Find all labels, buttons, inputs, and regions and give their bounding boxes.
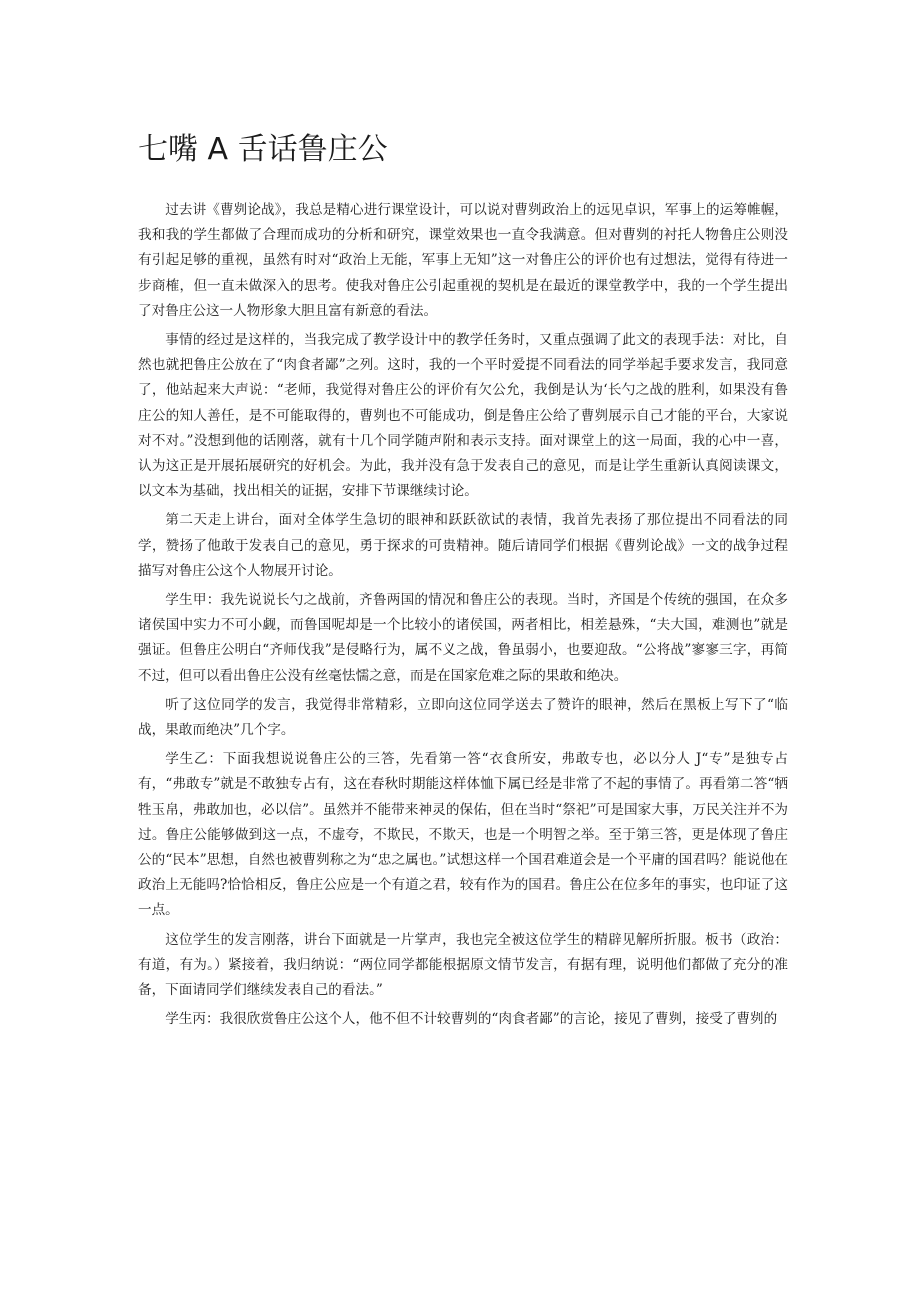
- paragraph-2: 事情的经过是这样的，当我完成了教学设计中的教学任务时，又重点强调了此文的表现手法：对比，自然也就把鲁庄公放在了“肉食者鄙”之列。这时，我的一个平时爱提不同看法的同学举起手要求发言，我同意了，他站起来大声说：“老师，我觉得对鲁庄公的评价有欠公允，我倒是认为‘长勺之战的胜利，如果没有鲁庄公的知人善任，是不可能取得的，曹刿也不可能成功，倒是鲁庄公给了曹刿展示自己才能的平台，大家说对不对。”没想到他的话刚落，就有十几个同学随声附和表示支持。面对课堂上的这一局面，我的心中一喜，认为这正是开展拓展研究的好机会。为此，我并没有急于发表自己的意见，而是让学生重新认真阅读课文，以文本为基础，找出相关的证据，安排下节课继续讨论。: [138, 332, 788, 500]
- paragraph-4: 学生甲：我先说说长勺之战前，齐鲁两国的情况和鲁庄公的表现。当时，齐国是个传统的强国，在众多诸侯国中实力不可小觑，而鲁国呢却是一个比较小的诸侯国，两者相比，相差悬殊，“夫大国，难测也”就是强证。但鲁庄公明白“齐师伐我”是侵略行为，属不义之战，鲁虽弱小，也要迎敌。“公将战”寥寥三字，再简不过，但可以看出鲁庄公没有丝毫怯懦之意，而是在国家危难之际的果敢和绝决。: [138, 592, 788, 684]
- paragraph-7: 这位学生的发言刚落，讲台下面就是一片掌声，我也完全被这位学生的精辟见解所折服。板书（政治：有道，有为。）紧接着，我归纳说：“两位同学都能根据原文情节发言，有据有理，说明他们都做了充分的准备，下面请同学们继续发表自己的看法。”: [138, 931, 788, 999]
- document-page: [138, 128, 788, 1037]
- paragraph-8: 学生丙：我很欣赏鲁庄公这个人，他不但不计较曹刿的“肉食者鄙”的言论，接见了曹刿，接受了曹刿的: [165, 1011, 778, 1028]
- paragraph-6: 学生乙：下面我想说说鲁庄公的三答，先看第一答“衣食所安，弗敢专也，必以分人 J“专”是独专占有，“弗敢专”就是不敢独专占有，这在春秋时期能这样体恤下属已经是非常了不起的事情了。再看第二答“牺牲玉帛，弗敢加也，必以信”。虽然并不能带来神灵的保佑，但在当时“祭祀”可是国家大事，万民关注并不为过。鲁庄公能够做到这一点，不虚夸，不欺民，不欺天，也是一个明智之举。至于第三答，更是体现了鲁庄公的“民本”思想，自然也被曹刿称之为“忠之属也。”试想这样一个国君难道会是一个平庸的国君吗？能说他在政治上无能吗?恰恰相反，鲁庄公应是一个有道之君，较有作为的国君。鲁庄公在位多年的事实，也印证了这一点。: [138, 751, 788, 919]
- document-title: 七嘴 A 舌话鲁庄公: [138, 132, 388, 167]
- paragraph-1: 过去讲《曹刿论战》，我总是精心进行课堂设计，可以说对曹刿政治上的远见卓识，军事上的运筹帷幄，我和我的学生都做了合理而成功的分析和研究，课堂效果也一直令我满意。但对曹刿的衬托人物鲁庄公则没有引起足够的重视，虽然有时对“政治上无能，军事上无知”这一对鲁庄公的评价也有过想法，觉得有待进一步商榷，但一直未做深入的思考。使我对鲁庄公引起重视的契机是在最近的课堂教学中，我的一个学生提出了对鲁庄公这一人物形象大胆且富有新意的看法。: [138, 202, 788, 319]
- paragraph-5: 听了这位同学的发言，我觉得非常精彩，立即向这位同学送去了赞许的眼神，然后在黑板上写下了“临战，果敢而绝决”几个字。: [138, 696, 788, 739]
- paragraph-3: 第二天走上讲台，面对全体学生急切的眼神和跃跃欲试的表情，我首先表扬了那位提出不同看法的同学，赞扬了他敢于发表自己的意见，勇于探求的可贵精神。随后请同学们根据《曹刿论战》一文的战争过程描写对鲁庄公这个人物展开讨论。: [138, 512, 788, 579]
